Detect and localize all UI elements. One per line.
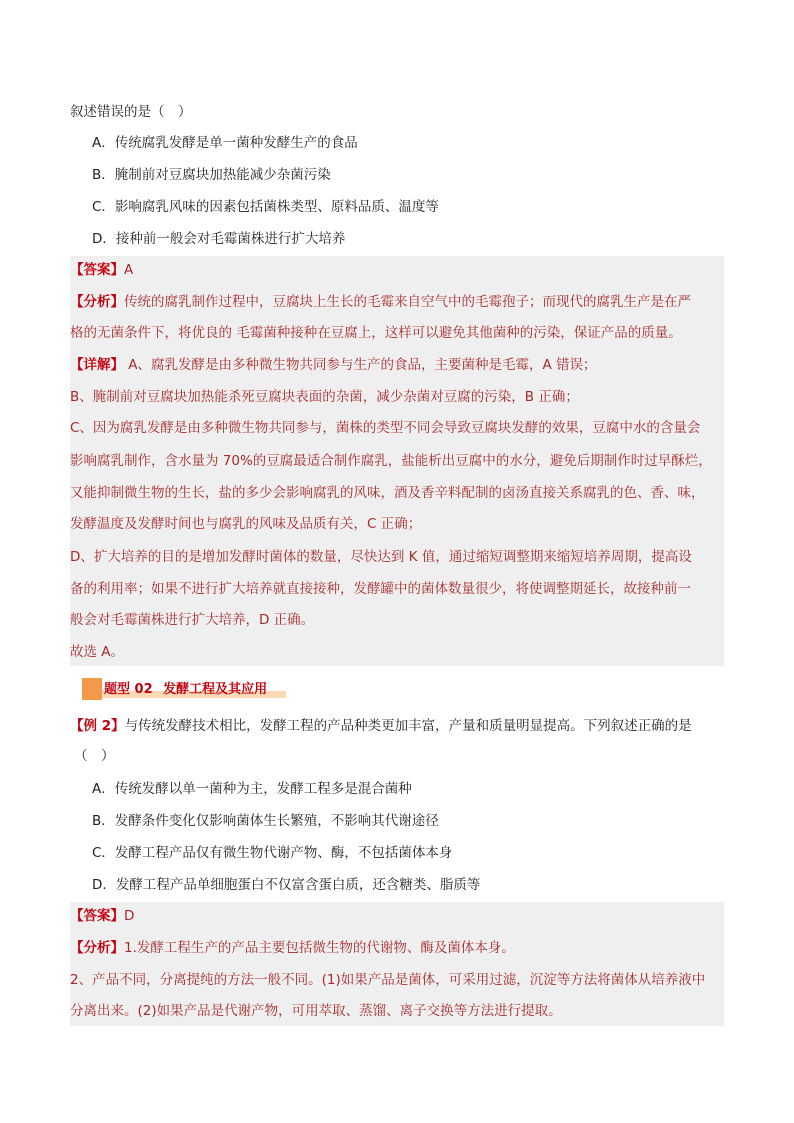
answer-tag: 【答案】: [70, 262, 124, 278]
option-d: D．接种前一般会对毛霉菌株进行扩大培养: [92, 231, 346, 247]
section-title: 发酵工程及其应用: [163, 682, 268, 697]
analysis-text: 传统的腐乳制作过程中，豆腐块上生长的毛霉来自空气中的毛霉孢子；而现代的腐乳生产是在严: [124, 294, 691, 310]
example-2-tag: 【例 2】: [70, 718, 125, 734]
answer-line: [70, 260, 133, 280]
detail-line-9: 般会对毛霉菌株进行扩大培养，D 正确。: [70, 612, 315, 628]
option-a: A．传统腐乳发酵是单一菌种发酵生产的食品: [92, 135, 358, 151]
analysis-line-1: [70, 292, 691, 312]
q2-option-c: C．发酵工程产品仅有微生物代谢产物、酶，不包括菌体本身: [92, 845, 453, 861]
detail-line-5: 又能抑制微生物的生长，盐的多少会影响腐乳的风味，酒及香辛料配制的卤汤直接关系腐乳的色、香、味，: [70, 485, 705, 501]
q2-option-b: B．发酵条件变化仅影响菌体生长繁殖，不影响其代谢途径: [92, 813, 439, 829]
option-b: B．腌制前对豆腐块加热能减少杂菌污染: [92, 167, 331, 183]
section-label: [104, 678, 267, 697]
section-square-icon: [82, 678, 102, 700]
detail-line-7: D、扩大培养的目的是增加发酵时菌体的数量，尽快达到 K 值，通过缩短调整期来缩短培养周期，提高设: [70, 549, 692, 565]
detail-line-2: B、腌制前对豆腐块加热能杀死豆腐块表面的杂菌，减少杂菌对豆腐的污染，B 正确；: [70, 389, 579, 405]
q2-option-a: A．传统发酵以单一菌种为主，发酵工程多是混合菌种: [92, 781, 412, 797]
answer-value: A: [124, 262, 134, 278]
q2-analysis-line-3: 分离出来。(2)如果产品是代谢产物，可用萃取、蒸馏、离子交换等方法进行提取。: [70, 1003, 562, 1019]
detail-line-8: 备的利用率；如果不进行扩大培养就直接接种，发酵罐中的菌体数量很少，将使调整期延长，故接种前一: [70, 581, 691, 597]
detail-line-3: C、因为腐乳发酵是由多种微生物共同参与，菌株的类型不同会导致豆腐块发酵的效果，豆腐中水的含量会: [70, 420, 701, 436]
detail-line-6: 发酵温度及发酵时间也与腐乳的风味及品质有关，C 正确；: [70, 516, 422, 532]
detail-text: A、腐乳发酵是由多种微生物共同参与生产的食品，主要菌种是毛霉，A 错误；: [124, 357, 597, 373]
detail-line-4: 影响腐乳制作，含水量为 70%的豆腐最适合制作腐乳，盐能析出豆腐中的水分，避免后期制作时过早酥烂，: [70, 453, 712, 469]
detail-line-1: [70, 355, 597, 375]
analysis-tag: 【分析】: [70, 294, 124, 310]
detail-tag: 【详解】: [70, 357, 124, 373]
analysis-line-2: 格的无菌条件下，将优良的 毛霉菌种接种在豆腐上，这样可以避免其他菌种的污染，保证产品的质量。: [70, 325, 682, 341]
example-2-line-1: [70, 716, 692, 736]
q2-analysis-line-2: 2、产品不同，分离提纯的方法一般不同。(1)如果产品是菌体，可采用过滤，沉淀等方法将菌体从培养液中: [70, 972, 706, 988]
section-type: 题型: [104, 682, 131, 697]
section-number: 02: [134, 682, 153, 697]
q2-answer-value: D: [124, 908, 135, 924]
example-2-stem: 与传统发酵技术相比，发酵工程的产品种类更加丰富，产量和质量明显提高。下列叙述正确的是: [124, 718, 692, 734]
q2-analysis-tag: 【分析】: [70, 940, 124, 956]
q2-answer-tag: 【答案】: [70, 908, 124, 924]
example-2-line-2: （ ）: [74, 748, 115, 764]
section-header: [82, 676, 382, 700]
q2-analysis-text: 1.发酵工程生产的产品主要包括微生物的代谢物、酶及菌体本身。: [124, 940, 515, 956]
q2-answer-line: [70, 906, 134, 926]
q2-analysis-line-1: [70, 938, 515, 958]
question-stem: 叙述错误的是（ ）: [70, 104, 192, 120]
option-c: C．影响腐乳风味的因素包括菌株类型、原料品质、温度等: [92, 199, 439, 215]
conclusion: 故选 A。: [70, 644, 125, 660]
q2-option-d: D．发酵工程产品单细胞蛋白不仅富含蛋白质，还含糖类、脂质等: [92, 877, 481, 893]
